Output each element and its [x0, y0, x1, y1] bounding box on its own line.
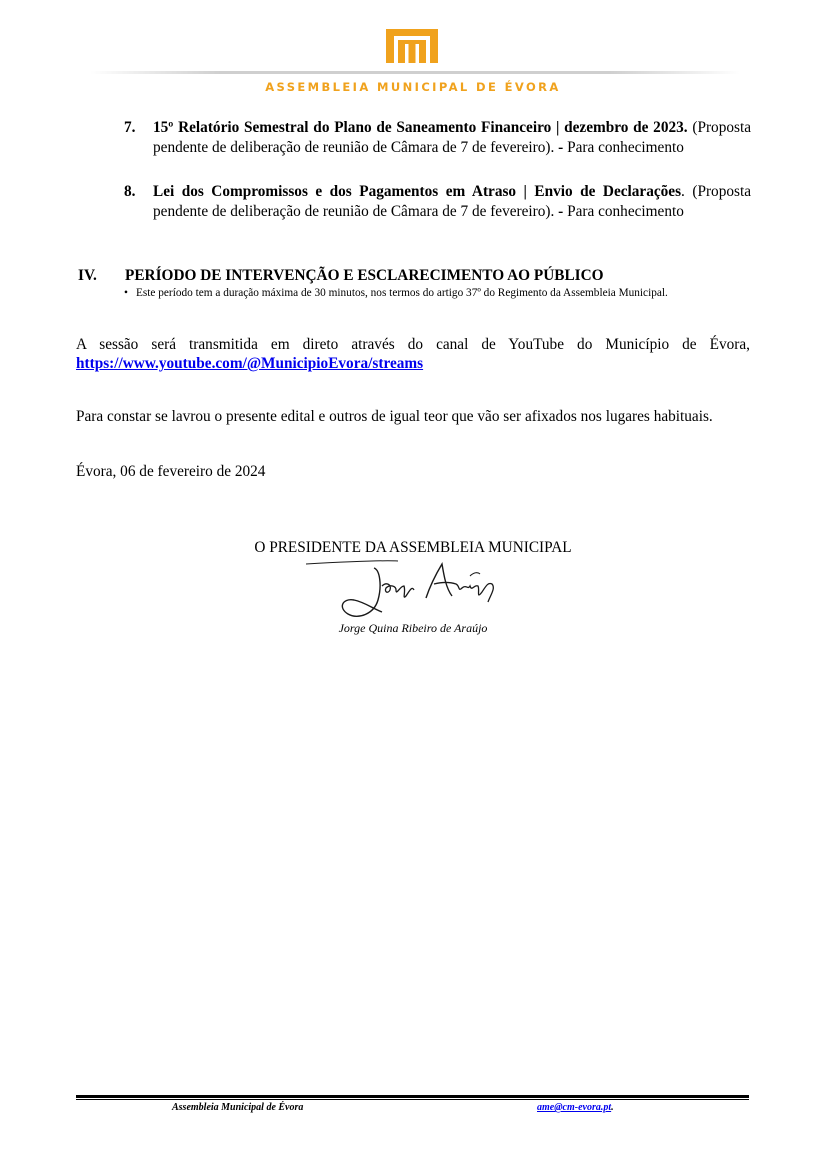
footer-divider-thin: [76, 1099, 749, 1100]
signatory-title-text: O PRESIDENTE DA ASSEMBLEIA MUNICIPAL: [254, 539, 572, 556]
agenda-item-8: [124, 182, 751, 221]
handwritten-signature-icon: [302, 556, 508, 628]
agenda-item-title: 15º Relatório Semestral do Plano de Saneamento Financeiro | dezembro de 2023.: [153, 119, 688, 136]
agenda-item-text: . (Proposta pendente de deliberação de reunião de Câmara de 7 de fevereiro).: [153, 183, 751, 220]
footer-divider-thick: [76, 1095, 749, 1098]
section-roman-numeral: IV.: [78, 267, 97, 284]
agenda-item-tail: Para conhecimento: [567, 202, 684, 220]
agenda-item-title: Lei dos Compromissos e dos Pagamentos em Atraso | Envio de Declarações: [153, 183, 682, 200]
constar-paragraph: Para constar se lavrou o presente edital e outros de igual teor que vão ser afixados nos lugares habituais.: [76, 408, 713, 425]
agenda-item-tail: Para conhecimento: [567, 138, 684, 156]
agenda-item-number: 7.: [124, 119, 136, 136]
document-date: Évora, 06 de fevereiro de 2024: [76, 463, 266, 480]
agenda-item-7: [124, 118, 751, 157]
header-divider: [90, 71, 740, 74]
agenda-item-body: [153, 118, 751, 157]
footer-email-link[interactable]: ame@cm-evora.pt: [537, 1102, 612, 1113]
section-iv-note: [124, 287, 764, 299]
agenda-item-number: 8.: [124, 183, 136, 200]
assembleia-logo-icon: [386, 29, 438, 63]
youtube-stream-link[interactable]: https://www.youtube.com/@MunicipioEvora/streams: [76, 355, 424, 372]
agenda-item-dash: -: [558, 202, 564, 220]
agenda-item-body: [153, 182, 751, 221]
footer-contact: [537, 1102, 614, 1113]
signatory-title: [0, 539, 826, 557]
section-note-text: Este período tem a duração máxima de 30 minutos, nos termos do artigo 37º do Regimento da Assembleia Municipal.: [136, 287, 668, 299]
footer-email-suffix: .: [611, 1102, 614, 1113]
bullet-icon: •: [124, 287, 128, 299]
section-title: PERÍODO DE INTERVENÇÃO E ESCLARECIMENTO AO PÚBLICO: [125, 267, 604, 284]
footer-org-name: Assembleia Municipal de Évora: [172, 1102, 304, 1113]
agenda-item-dash: -: [558, 138, 564, 156]
agenda-item-text: (Proposta pendente de deliberação de reunião de Câmara de 7 de fevereiro).: [153, 119, 751, 156]
header-org-name: ASSEMBLEIA MUNICIPAL DE ÉVORA: [265, 80, 561, 94]
signatory-name: Jorge Quina Ribeiro de Araújo: [338, 621, 488, 635]
stream-paragraph: A sessão será transmitida em direto através do canal de YouTube do Município de Évora,: [76, 336, 750, 353]
